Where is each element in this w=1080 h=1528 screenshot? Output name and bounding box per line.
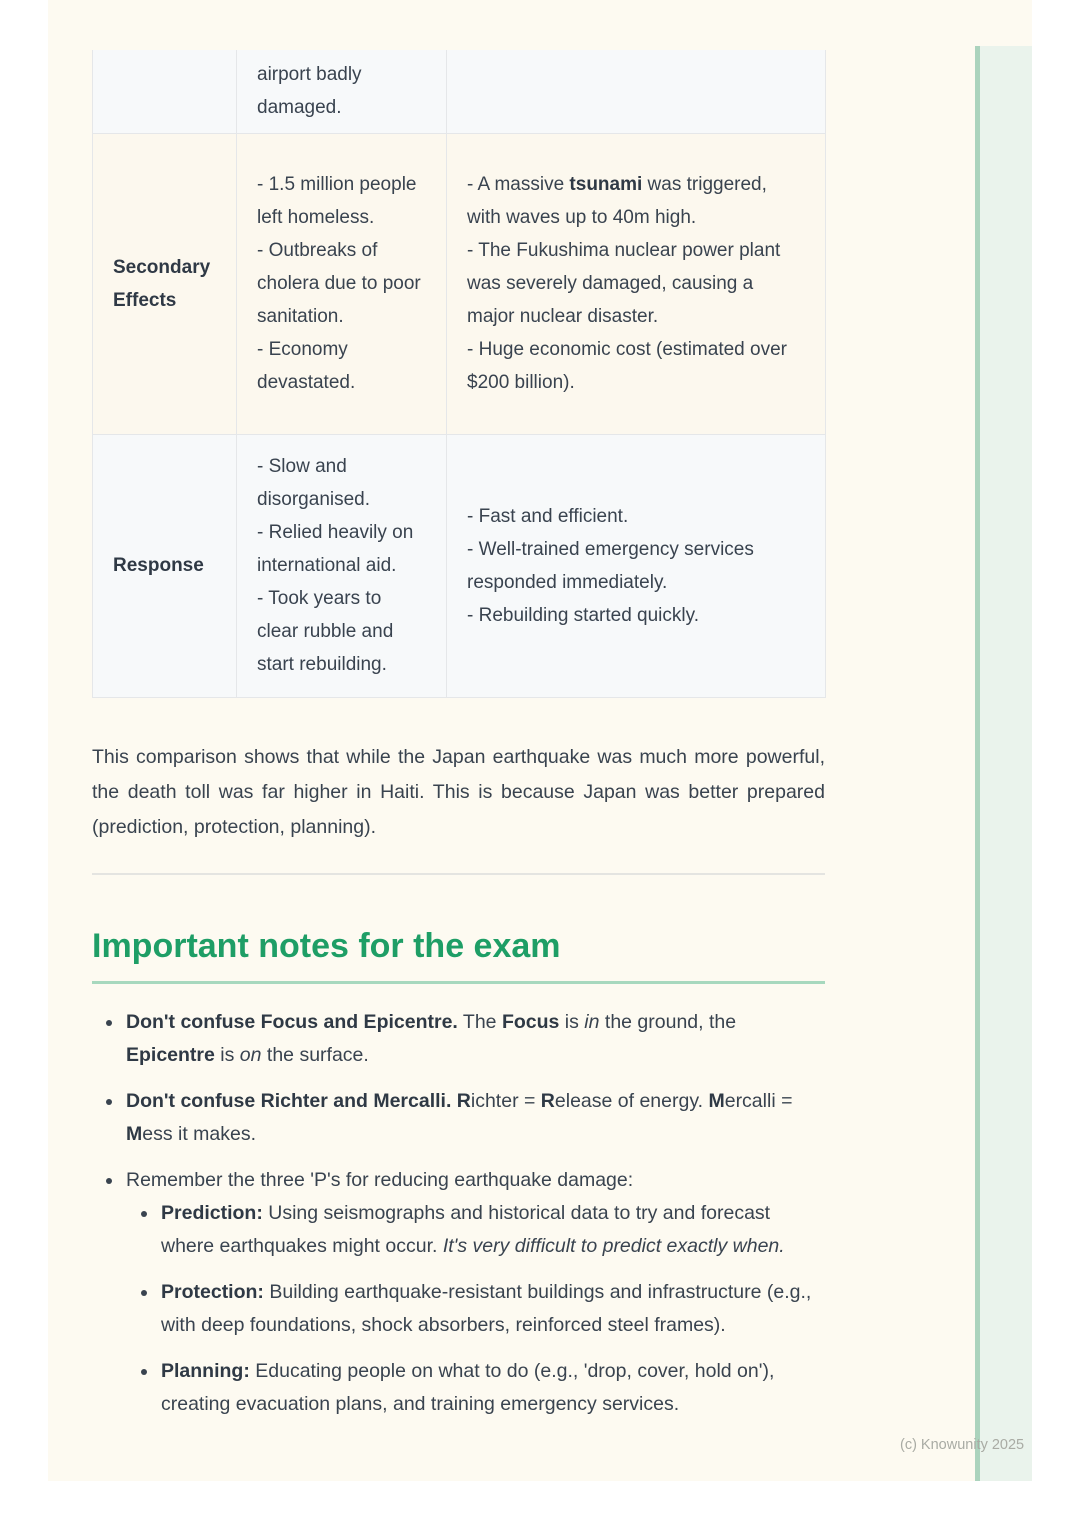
document-page [48,0,1032,1481]
note-item-three-ps [124,1164,825,1421]
section-divider [92,873,825,875]
japan-cell: - Fast and efficient. - Well-trained emergency services responded immediately. - Rebuilding started quickly. [447,434,826,697]
note-item-focus-epicentre: • Don't confuse Focus and Epicentre. The Focus is in the ground, the Epicentre is on the surface. [124,1006,825,1072]
section-heading: Important notes for the exam [92,925,825,985]
note-subitem-planning: • Planning: Educating people on what to do (e.g., 'drop, cover, hold on'), creating evacuation plans, and training emergency services. [159,1355,825,1421]
haiti-cell: airport badly damaged. [237,50,447,133]
summary-paragraph: This comparison shows that while the Japan earthquake was much more powerful, the death toll was far higher in Haiti. This is because Japan was better prepared (prediction, protection, planning). [92,745,825,838]
table-row-secondary-effects [93,133,826,434]
table-row-response [93,434,826,697]
japan-cell: - A massive tsunami was triggered, with waves up to 40m high. - The Fukushima nuclear power plant was severely damaged, causing a major nuclear disaster. - Huge economic cost (estimated over $200 billion). [447,133,826,434]
note-item-richter-mercalli: • Don't confuse Richter and Mercalli. Richter = Release of energy. Mercalli = Mess it makes. [124,1085,825,1151]
haiti-cell: - Slow and disorganised. - Relied heavily on international aid. - Took years to clear rubble and start rebuilding. [237,434,447,697]
row-label: Response [93,434,237,697]
page-content [92,0,825,1434]
copyright-footer: (c) Knowunity 2025 [900,1437,1025,1453]
row-label: Secondary Effects [93,133,237,434]
note-item-text: • Remember the three 'P's for reducing earthquake damage: [126,1169,634,1191]
haiti-cell: - 1.5 million people left homeless. - Outbreaks of cholera due to poor sanitation. - Economy devastated. [237,133,447,434]
note-subitem-protection: • Protection: Building earthquake-resistant buildings and infrastructure (e.g., with deep foundations, shock absorbers, reinforced steel frames). [159,1276,825,1342]
note-subitem-prediction: • Prediction: Using seismographs and historical data to try and forecast where earthquakes might occur. It's very difficult to predict exactly when. [159,1197,825,1263]
row-label [93,50,237,133]
three-ps-list [126,1197,825,1421]
comparison-table [92,50,826,698]
table-row-continued [93,50,826,133]
page-edge-strip [975,46,1032,1481]
exam-notes-list [92,1006,825,1421]
japan-cell [447,50,826,133]
